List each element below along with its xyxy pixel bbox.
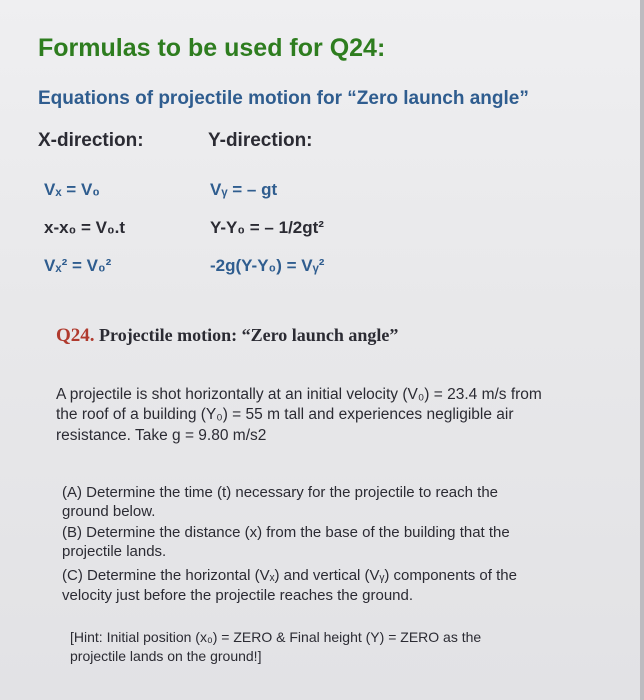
x-equation-2: x-x₀ = V₀.t	[44, 218, 125, 237]
part-c-line-1: (C) Determine the horizontal (Vₓ) and vertical (Vᵧ) components of the	[62, 567, 517, 584]
question-heading	[56, 325, 398, 347]
question-title: Projectile motion: “Zero launch angle”	[99, 325, 399, 345]
problem-line-2: the roof of a building (Y₀) = 55 m tall and experiences negligible air	[56, 406, 514, 423]
x-equation-1: Vₓ = V₀	[44, 180, 100, 199]
y-direction-heading: Y-direction:	[208, 130, 313, 151]
problem-line-1: A projectile is shot horizontally at an initial velocity (V₀) = 23.4 m/s from	[56, 386, 542, 403]
page-title: Formulas to be used for Q24:	[38, 34, 386, 62]
part-b-line-2: projectile lands.	[62, 543, 167, 560]
hint-line-1: [Hint: Initial position (x₀) = ZERO & Final height (Y) = ZERO as the	[70, 629, 482, 645]
subtitle: Equations of projectile motion for “Zero launch angle”	[38, 88, 529, 109]
part-c-line-2: velocity just before the projectile reaches the ground.	[62, 587, 414, 604]
y-equation-3: -2g(Y-Y₀) = Vᵧ²	[210, 256, 325, 275]
problem-line-3: resistance. Take g = 9.80 m/s2	[56, 427, 267, 444]
y-equation-1: Vᵧ = – gt	[210, 180, 278, 199]
question-number: Q24.	[56, 325, 95, 346]
part-a-line-2: ground below.	[62, 503, 156, 520]
part-a-line-1: (A) Determine the time (t) necessary for the projectile to reach the	[62, 484, 499, 501]
x-equation-3: Vₓ² = V₀²	[44, 256, 112, 275]
hint-line-2: projectile lands on the ground!]	[70, 648, 262, 664]
part-b-line-1: (B) Determine the distance (x) from the base of the building that the	[62, 524, 510, 541]
y-equation-2: Y-Y₀ = – 1/2gt²	[210, 218, 324, 237]
x-direction-heading: X-direction:	[38, 130, 144, 151]
